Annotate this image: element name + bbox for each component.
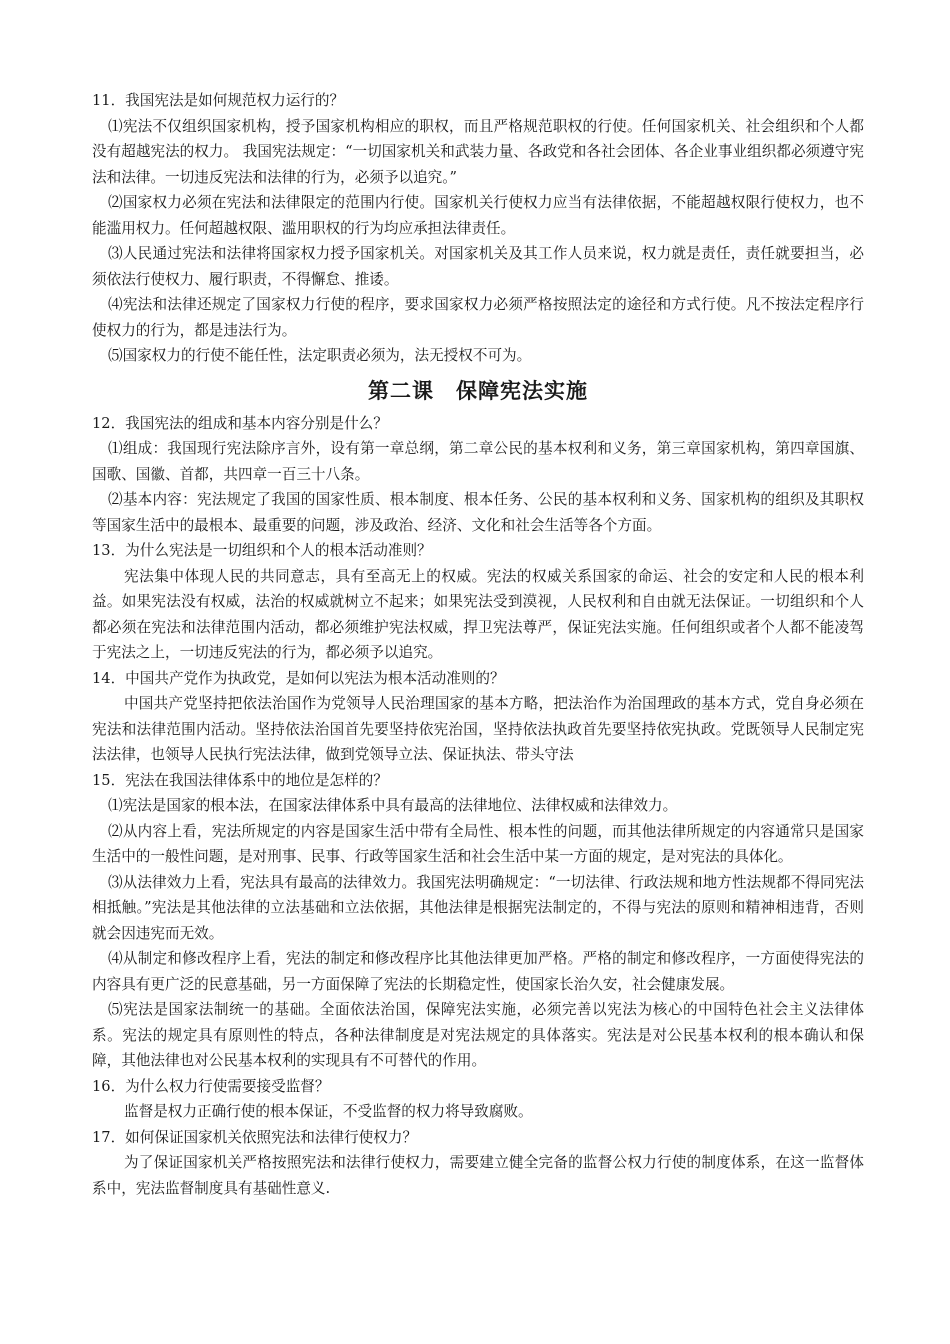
question-11: 11．我国宪法是如何规范权力运行的？	[92, 92, 345, 109]
question-12: 12．我国宪法的组成和基本内容分别是什么？	[92, 414, 388, 432]
lesson-heading: 第二课 保障宪法实施	[368, 377, 588, 403]
answer-paragraph: ⑷从制定和修改程序上看，宪法的制定和修改程序比其他法律更加严格。严格的制定和修改程序，一方面使得宪法的内容具有更广泛的民意基础，另一方面保障了宪法的长期稳定性，使国家长治久安，社会健康发展。	[92, 950, 864, 993]
question-13: 13．为什么宪法是一切组织和个人的根本活动准则？	[92, 542, 432, 559]
question-16: 16．为什么权力行使需要接受监督？	[92, 1077, 330, 1095]
answer-paragraph: ⑵国家权力必须在宪法和法律限定的范围内行使。国家机关行使权力应当有法律依据，不能超越权限行使权力，也不能滥用权力。任何超越权限、滥用职权的行为均应承担法律责任。	[92, 194, 864, 237]
answer-paragraph: 宪法集中体现人民的共同意志，具有至高无上的权威。宪法的权威关系国家的命运、社会的安定和人民的根本利益。如果宪法没有权威，法治的权威就树立不起来；如果宪法受到漠视，人民权利和自由就无法保证。一切组织和个人都必须在宪法和法律范围内活动，都必须维护宪法权威，捍卫宪法尊严，保证宪法实施。任何组织或者个人都不能凌驾于宪法之上，一切违反宪法的行为，都必须予以追究。	[92, 567, 864, 661]
question-14: 14．中国共产党作为执政党，是如何以宪法为根本活动准则的？	[92, 669, 505, 687]
question-17: 17．如何保证国家机关依照宪法和法律行使权力？	[92, 1128, 418, 1146]
answer-paragraph: 监督是权力正确行使的根本保证，不受监督的权力将导致腐败。	[124, 1103, 533, 1120]
answer-paragraph: 中国共产党坚持把依法治国作为党领导人民治理国家的基本方略，把法治作为治国理政的基本方式，党自身必须在宪法和法律范围内活动。坚持依法治国首先要坚持依宪治国，坚持依法执政首先要坚持依宪执政。党既领导人民制定宪法法律，也领导人民执行宪法法律，做到党领导立法、保证执法、带头守法	[92, 695, 864, 763]
answer-paragraph: ⑷宪法和法律还规定了国家权力行使的程序，要求国家权力必须严格按照法定的途径和方式行使。凡不按法定程序行使权力的行为，都是违法行为。	[92, 296, 864, 339]
answer-paragraph: ⑴宪法不仅组织国家机构，授予国家机构相应的职权，而且严格规范职权的行使。任何国家机关、社会组织和个人都没有超越宪法的权力。 我国宪法规定：“一切国家机关和武装力量、各政党和各社会团体、各企业事业组织都必须遵守宪法和法律。一切违反宪法和法律的行为，必须予以追究。”	[92, 117, 864, 186]
answer-paragraph: ⑸国家权力的行使不能任性，法定职责必须为，法无授权不可为。	[108, 347, 532, 364]
answer-paragraph: ⑵基本内容：宪法规定了我国的国家性质、根本制度、根本任务、公民的基本权利和义务、国家机构的组织及其职权等国家生活中的最根本、最重要的问题，涉及政治、经济、文化和社会生活等各个方面。	[92, 491, 864, 534]
answer-paragraph: ⑸宪法是国家法制统一的基础。全面依法治国，保障宪法实施，必须完善以宪法为核心的中国特色社会主义法律体系。宪法的规定具有原则性的特点，各种法律制度是对宪法规定的具体落实。宪法是对公民基本权利的根本确认和保障，其他法律也对公民基本权利的实现具有不可替代的作用。	[92, 1001, 864, 1069]
answer-paragraph: ⑵从内容上看，宪法所规定的内容是国家生活中带有全局性、根本性的问题，而其他法律所规定的内容通常只是国家生活中的一般性问题，是对刑事、民事、行政等国家生活和社会生活中某一方面的规定，是对宪法的具体化。	[92, 822, 864, 865]
answer-paragraph: 为了保证国家机关严格按照宪法和法律行使权力，需要建立健全完备的监督公权力行使的制度体系，在这一监督体系中，宪法监督制度具有基础性意义.	[92, 1154, 864, 1197]
question-15: 15．宪法在我国法律体系中的地位是怎样的？	[92, 771, 388, 789]
answer-paragraph: ⑴宪法是国家的根本法，在国家法律体系中具有最高的法律地位、法律权威和法律效力。	[108, 797, 678, 814]
answer-paragraph: ⑶从法律效力上看，宪法具有最高的法律效力。我国宪法明确规定：“一切法律、行政法规和地方性法规都不得同宪法相抵触。”宪法是其他法律的立法基础和立法依据，其他法律是根据宪法制定的，不得与宪法的原则和精神相违背，否则就会因违宪而无效。	[92, 873, 864, 942]
answer-paragraph: ⑴组成：我国现行宪法除序言外，设有第一章总纲，第二章公民的基本权利和义务，第三章国家机构，第四章国旗、国歌、国徽、首都，共四章一百三十八条。	[92, 440, 864, 483]
answer-paragraph: ⑶人民通过宪法和法律将国家权力授予国家机关。对国家机关及其工作人员来说，权力就是责任，责任就要担当，必须依法行使权力、履行职责，不得懈怠、推诿。	[92, 245, 864, 288]
